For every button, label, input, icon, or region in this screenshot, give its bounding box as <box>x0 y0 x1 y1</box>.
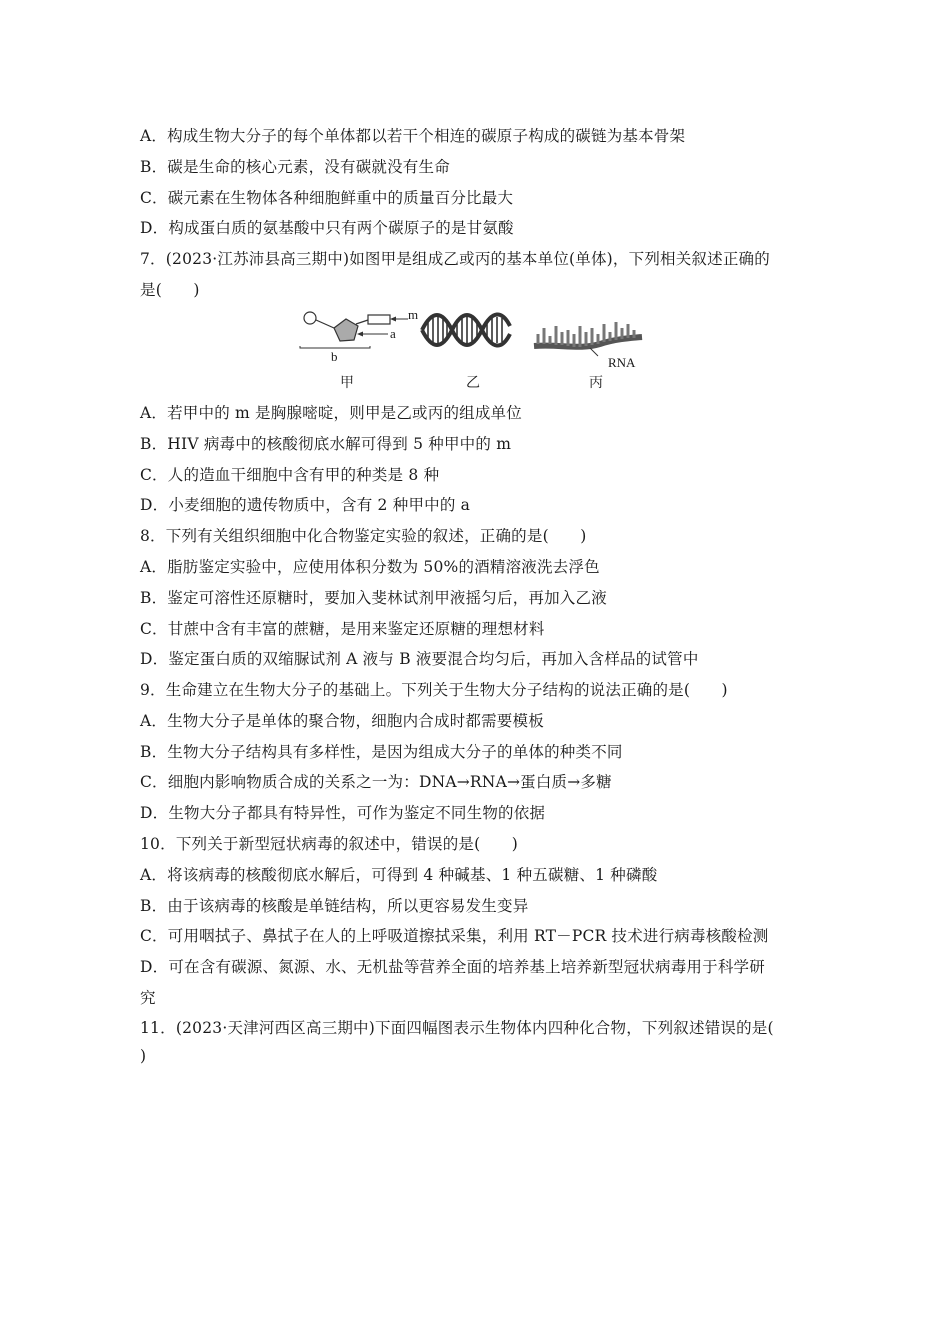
option-6c: C．碳元素在生物体各种细胞鲜重中的质量百分比最大 <box>140 189 514 207</box>
rna-strand <box>534 322 642 356</box>
option-7b: B．HIV 病毒中的核酸彻底水解可得到 5 种甲中的 m <box>140 435 512 453</box>
option-8a: A．脂肪鉴定实验中，应使用体积分数为 50%的酒精溶液洗去浮色 <box>140 558 600 576</box>
label-b: b <box>331 349 338 364</box>
caption-yi: 乙 <box>466 375 480 391</box>
label-a: a <box>390 326 396 341</box>
option-9c: C．细胞内影响物质合成的关系之一为：DNA→RNA→蛋白质→多糖 <box>140 773 612 791</box>
option-10a: A．将该病毒的核酸彻底水解后，可得到 4 种碱基、1 种五碳糖、1 种磷酸 <box>140 866 658 884</box>
option-9d: D．生物大分子都具有特异性，可作为鉴定不同生物的依据 <box>140 804 546 822</box>
question-8: 8．下列有关组织细胞中化合物鉴定实验的叙述，正确的是( ) <box>140 527 587 545</box>
option-6a: A．构成生物大分子的每个单体都以若干个相连的碳原子构成的碳链为基本骨架 <box>140 127 686 145</box>
option-8d: D．鉴定蛋白质的双缩脲试剂 A 液与 B 液要混合均匀后，再加入含样品的试管中 <box>140 650 699 668</box>
option-9a: A．生物大分子是单体的聚合物，细胞内合成时都需要模板 <box>140 712 544 730</box>
option-8b: B．鉴定可溶性还原糖时，要加入斐林试剂甲液摇匀后，再加入乙液 <box>140 589 607 607</box>
question-11-line2: ) <box>140 1047 147 1065</box>
question-9: 9．生命建立在生物大分子的基础上。下列关于生物大分子结构的说法正确的是( ) <box>140 681 728 699</box>
caption-bing: 丙 <box>589 375 603 391</box>
option-8c: C．甘蔗中含有丰富的蔗糖，是用来鉴定还原糖的理想材料 <box>140 620 545 638</box>
label-rna: RNA <box>608 355 636 370</box>
question-11-line1: 11．(2023·天津河西区高三期中)下面四幅图表示生物体内四种化合物，下列叙述错误的是( <box>140 1019 774 1037</box>
question-7-line2: 是( ) <box>140 281 200 299</box>
option-10d-line1: D．可在含有碳源、氮源、水、无机盐等营养全面的培养基上培养新型冠状病毒用于科学研 <box>140 958 765 976</box>
caption-jia: 甲 <box>340 375 354 391</box>
option-6b: B．碳是生命的核心元素，没有碳就没有生命 <box>140 158 450 176</box>
option-10d-line2: 究 <box>140 989 156 1007</box>
option-6d: D．构成蛋白质的氨基酸中只有两个碳原子的是甘氨酸 <box>140 219 514 237</box>
option-7a: A．若甲中的 m 是胸腺嘧啶，则甲是乙或丙的组成单位 <box>140 404 522 422</box>
label-m: m <box>408 307 419 322</box>
option-10b: B．由于该病毒的核酸是单链结构，所以更容易发生变异 <box>140 897 529 915</box>
dna-helix <box>422 314 510 345</box>
question-7-line1: 7．(2023·江苏沛县高三期中)如图甲是组成乙或丙的基本单位(单体)，下列相关叙述正确的 <box>140 250 770 268</box>
question-10: 10．下列关于新型冠状病毒的叙述中，错误的是( ) <box>140 835 519 853</box>
option-7d: D．小麦细胞的遗传物质中，含有 2 种甲中的 a <box>140 496 471 514</box>
option-7c: C．人的造血干细胞中含有甲的种类是 8 种 <box>140 466 440 484</box>
option-9b: B．生物大分子结构具有多样性，是因为组成大分子的单体的种类不同 <box>140 743 623 761</box>
option-10c: C．可用咽拭子、鼻拭子在人的上呼吸道擦拭采集，利用 RT－PCR 技术进行病毒核酸检测 <box>140 927 769 945</box>
